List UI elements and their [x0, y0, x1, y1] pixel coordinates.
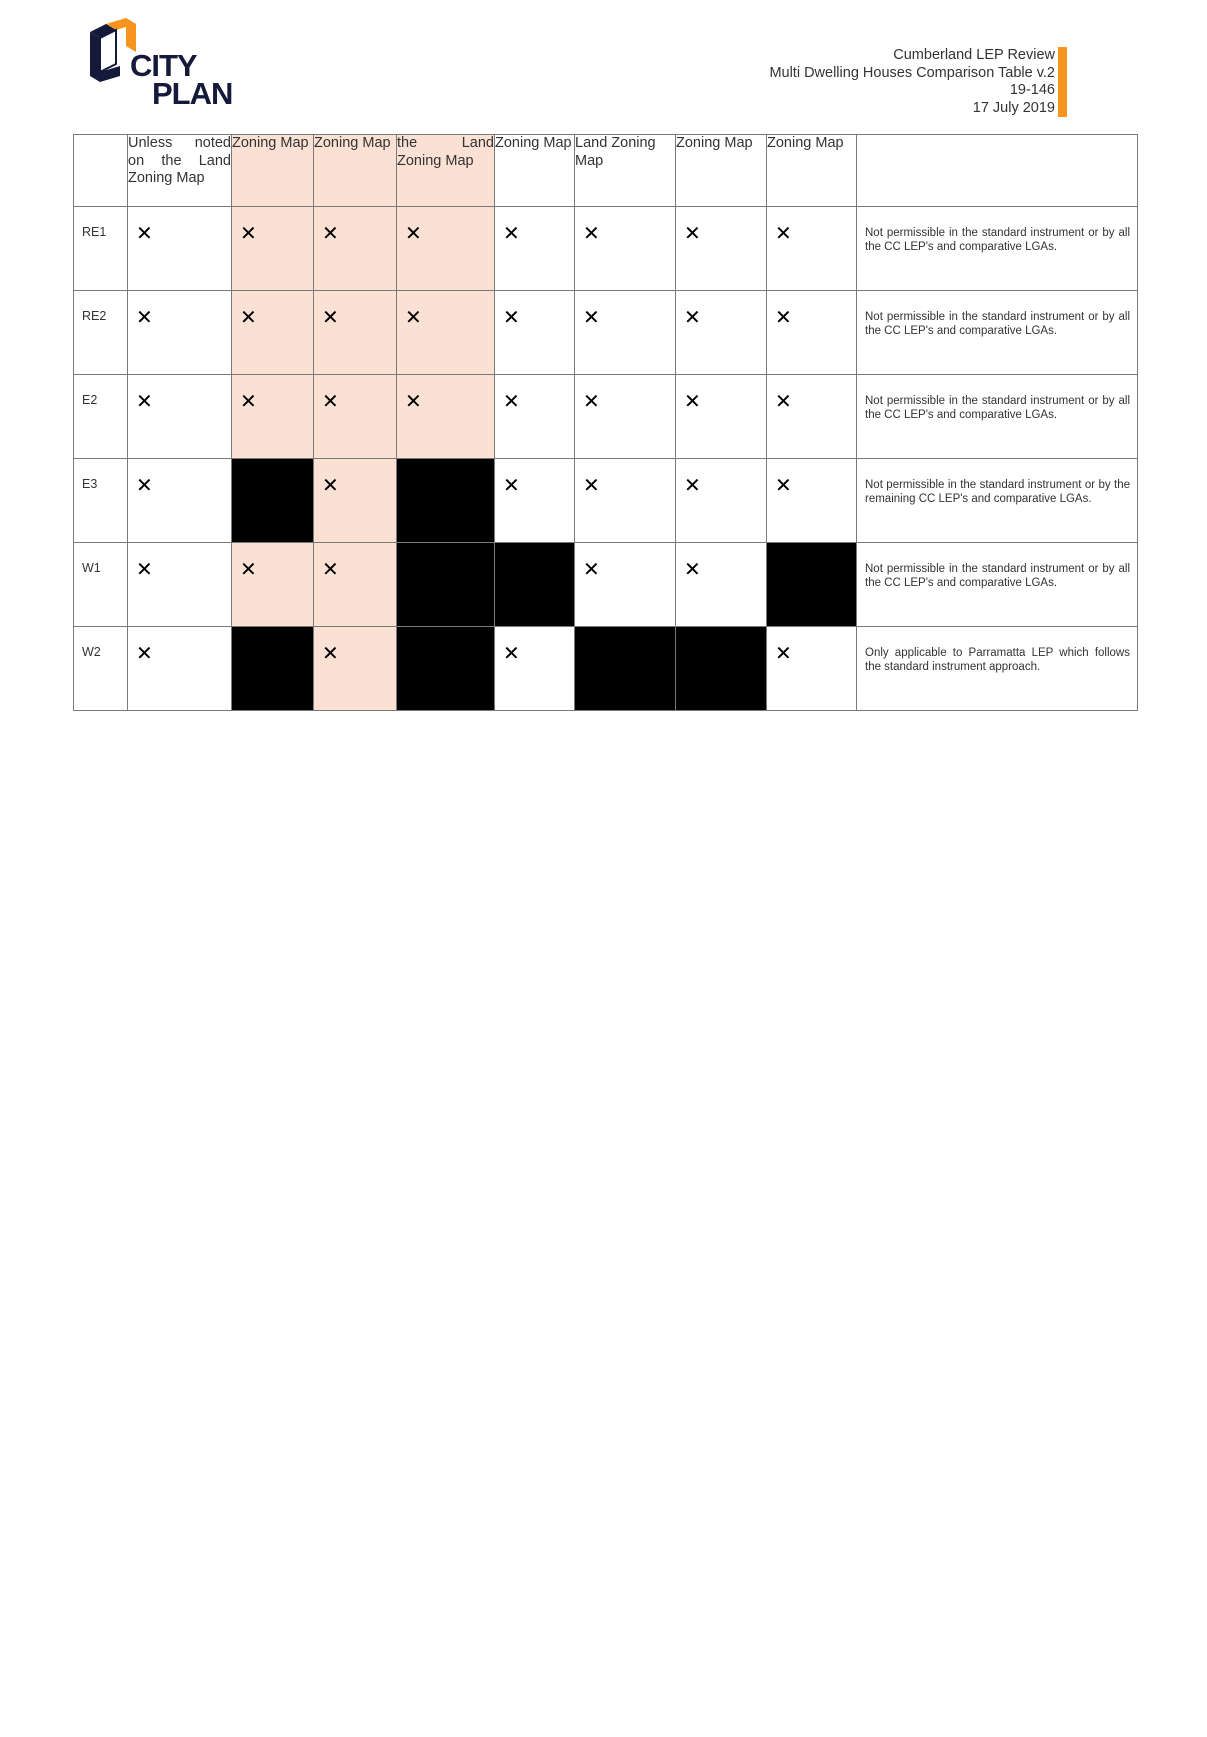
table-row — [74, 375, 1138, 459]
not-permitted-cross-icon: ✕ — [767, 459, 857, 543]
not-permitted-cross-icon: ✕ — [495, 627, 575, 711]
header-cell: Zoning Map — [232, 135, 314, 207]
comment-cell: Not permissible in the standard instrument or by all the CC LEP's and comparative LGAs. — [857, 291, 1138, 375]
header-cell — [857, 135, 1138, 207]
header-accent-bar — [1058, 47, 1067, 117]
not-permitted-cross-icon: ✕ — [314, 543, 397, 627]
zone-code-cell: E3 — [74, 459, 128, 543]
not-permitted-cross-icon: ✕ — [397, 291, 495, 375]
blocked-cell — [575, 627, 676, 711]
table-body — [74, 207, 1138, 711]
not-permitted-cross-icon: ✕ — [128, 459, 232, 543]
table-header-row — [74, 135, 1138, 207]
not-permitted-cross-icon: ✕ — [495, 459, 575, 543]
not-permitted-cross-icon: ✕ — [575, 291, 676, 375]
not-permitted-cross-icon: ✕ — [128, 207, 232, 291]
not-permitted-cross-icon: ✕ — [676, 543, 767, 627]
zone-code-cell: RE2 — [74, 291, 128, 375]
table-row — [74, 543, 1138, 627]
table-row — [74, 459, 1138, 543]
table-row — [74, 291, 1138, 375]
logo-text-plan: PLAN — [152, 76, 233, 111]
zone-code-cell: W1 — [74, 543, 128, 627]
not-permitted-cross-icon: ✕ — [128, 543, 232, 627]
document-title: Multi Dwelling Houses Comparison Table v.2 — [769, 64, 1055, 81]
not-permitted-cross-icon: ✕ — [128, 291, 232, 375]
comment-cell: Not permissible in the standard instrument or by all the CC LEP's and comparative LGAs. — [857, 375, 1138, 459]
not-permitted-cross-icon: ✕ — [314, 291, 397, 375]
document-date: 17 July 2019 — [972, 99, 1055, 116]
not-permitted-cross-icon: ✕ — [314, 207, 397, 291]
header-cell: Unless noted on the Land Zoning Map — [128, 135, 232, 207]
header-cell: Zoning Map — [314, 135, 397, 207]
header-cell: Zoning Map — [676, 135, 767, 207]
not-permitted-cross-icon: ✕ — [495, 291, 575, 375]
not-permitted-cross-icon: ✕ — [314, 375, 397, 459]
not-permitted-cross-icon: ✕ — [128, 375, 232, 459]
not-permitted-cross-icon: ✕ — [128, 627, 232, 711]
blocked-cell — [397, 627, 495, 711]
not-permitted-cross-icon: ✕ — [314, 627, 397, 711]
not-permitted-cross-icon: ✕ — [676, 375, 767, 459]
not-permitted-cross-icon: ✕ — [397, 207, 495, 291]
logo-text-city: CITY — [130, 48, 197, 83]
zone-code-cell: W2 — [74, 627, 128, 711]
comparison-table — [73, 134, 1138, 711]
document-header — [769, 47, 1055, 117]
not-permitted-cross-icon: ✕ — [232, 207, 314, 291]
not-permitted-cross-icon: ✕ — [575, 543, 676, 627]
header-cell: Zoning Map — [767, 135, 857, 207]
table-row — [74, 207, 1138, 291]
not-permitted-cross-icon: ✕ — [495, 375, 575, 459]
header-cell — [74, 135, 128, 207]
not-permitted-cross-icon: ✕ — [767, 291, 857, 375]
zone-code-cell: RE1 — [74, 207, 128, 291]
not-permitted-cross-icon: ✕ — [495, 207, 575, 291]
not-permitted-cross-icon: ✕ — [314, 459, 397, 543]
header-cell: Land Zoning Map — [575, 135, 676, 207]
cityplan-logo — [90, 18, 250, 111]
not-permitted-cross-icon: ✕ — [575, 375, 676, 459]
not-permitted-cross-icon: ✕ — [676, 291, 767, 375]
table-row — [74, 627, 1138, 711]
blocked-cell — [676, 627, 767, 711]
blocked-cell — [495, 543, 575, 627]
blocked-cell — [232, 459, 314, 543]
zone-code-cell: E2 — [74, 375, 128, 459]
blocked-cell — [397, 543, 495, 627]
reference-number: 19-146 — [1009, 82, 1055, 98]
comment-cell: Not permissible in the standard instrument or by all the CC LEP's and comparative LGAs. — [857, 543, 1138, 627]
not-permitted-cross-icon: ✕ — [676, 207, 767, 291]
not-permitted-cross-icon: ✕ — [767, 627, 857, 711]
not-permitted-cross-icon: ✕ — [767, 207, 857, 291]
blocked-cell — [397, 459, 495, 543]
not-permitted-cross-icon: ✕ — [676, 459, 767, 543]
not-permitted-cross-icon: ✕ — [575, 459, 676, 543]
comment-cell: Not permissible in the standard instrument or by all the CC LEP's and comparative LGAs. — [857, 207, 1138, 291]
not-permitted-cross-icon: ✕ — [767, 375, 857, 459]
not-permitted-cross-icon: ✕ — [397, 375, 495, 459]
not-permitted-cross-icon: ✕ — [232, 375, 314, 459]
comment-cell: Only applicable to Parramatta LEP which follows the standard instrument approach. — [857, 627, 1138, 711]
blocked-cell — [767, 543, 857, 627]
comment-cell: Not permissible in the standard instrument or by the remaining CC LEP's and comparative LGAs. — [857, 459, 1138, 543]
not-permitted-cross-icon: ✕ — [232, 291, 314, 375]
blocked-cell — [232, 627, 314, 711]
not-permitted-cross-icon: ✕ — [232, 543, 314, 627]
project-title: Cumberland LEP Review — [893, 47, 1055, 63]
header-cell: the Land Zoning Map — [397, 135, 495, 207]
not-permitted-cross-icon: ✕ — [575, 207, 676, 291]
header-cell: Zoning Map — [495, 135, 575, 207]
